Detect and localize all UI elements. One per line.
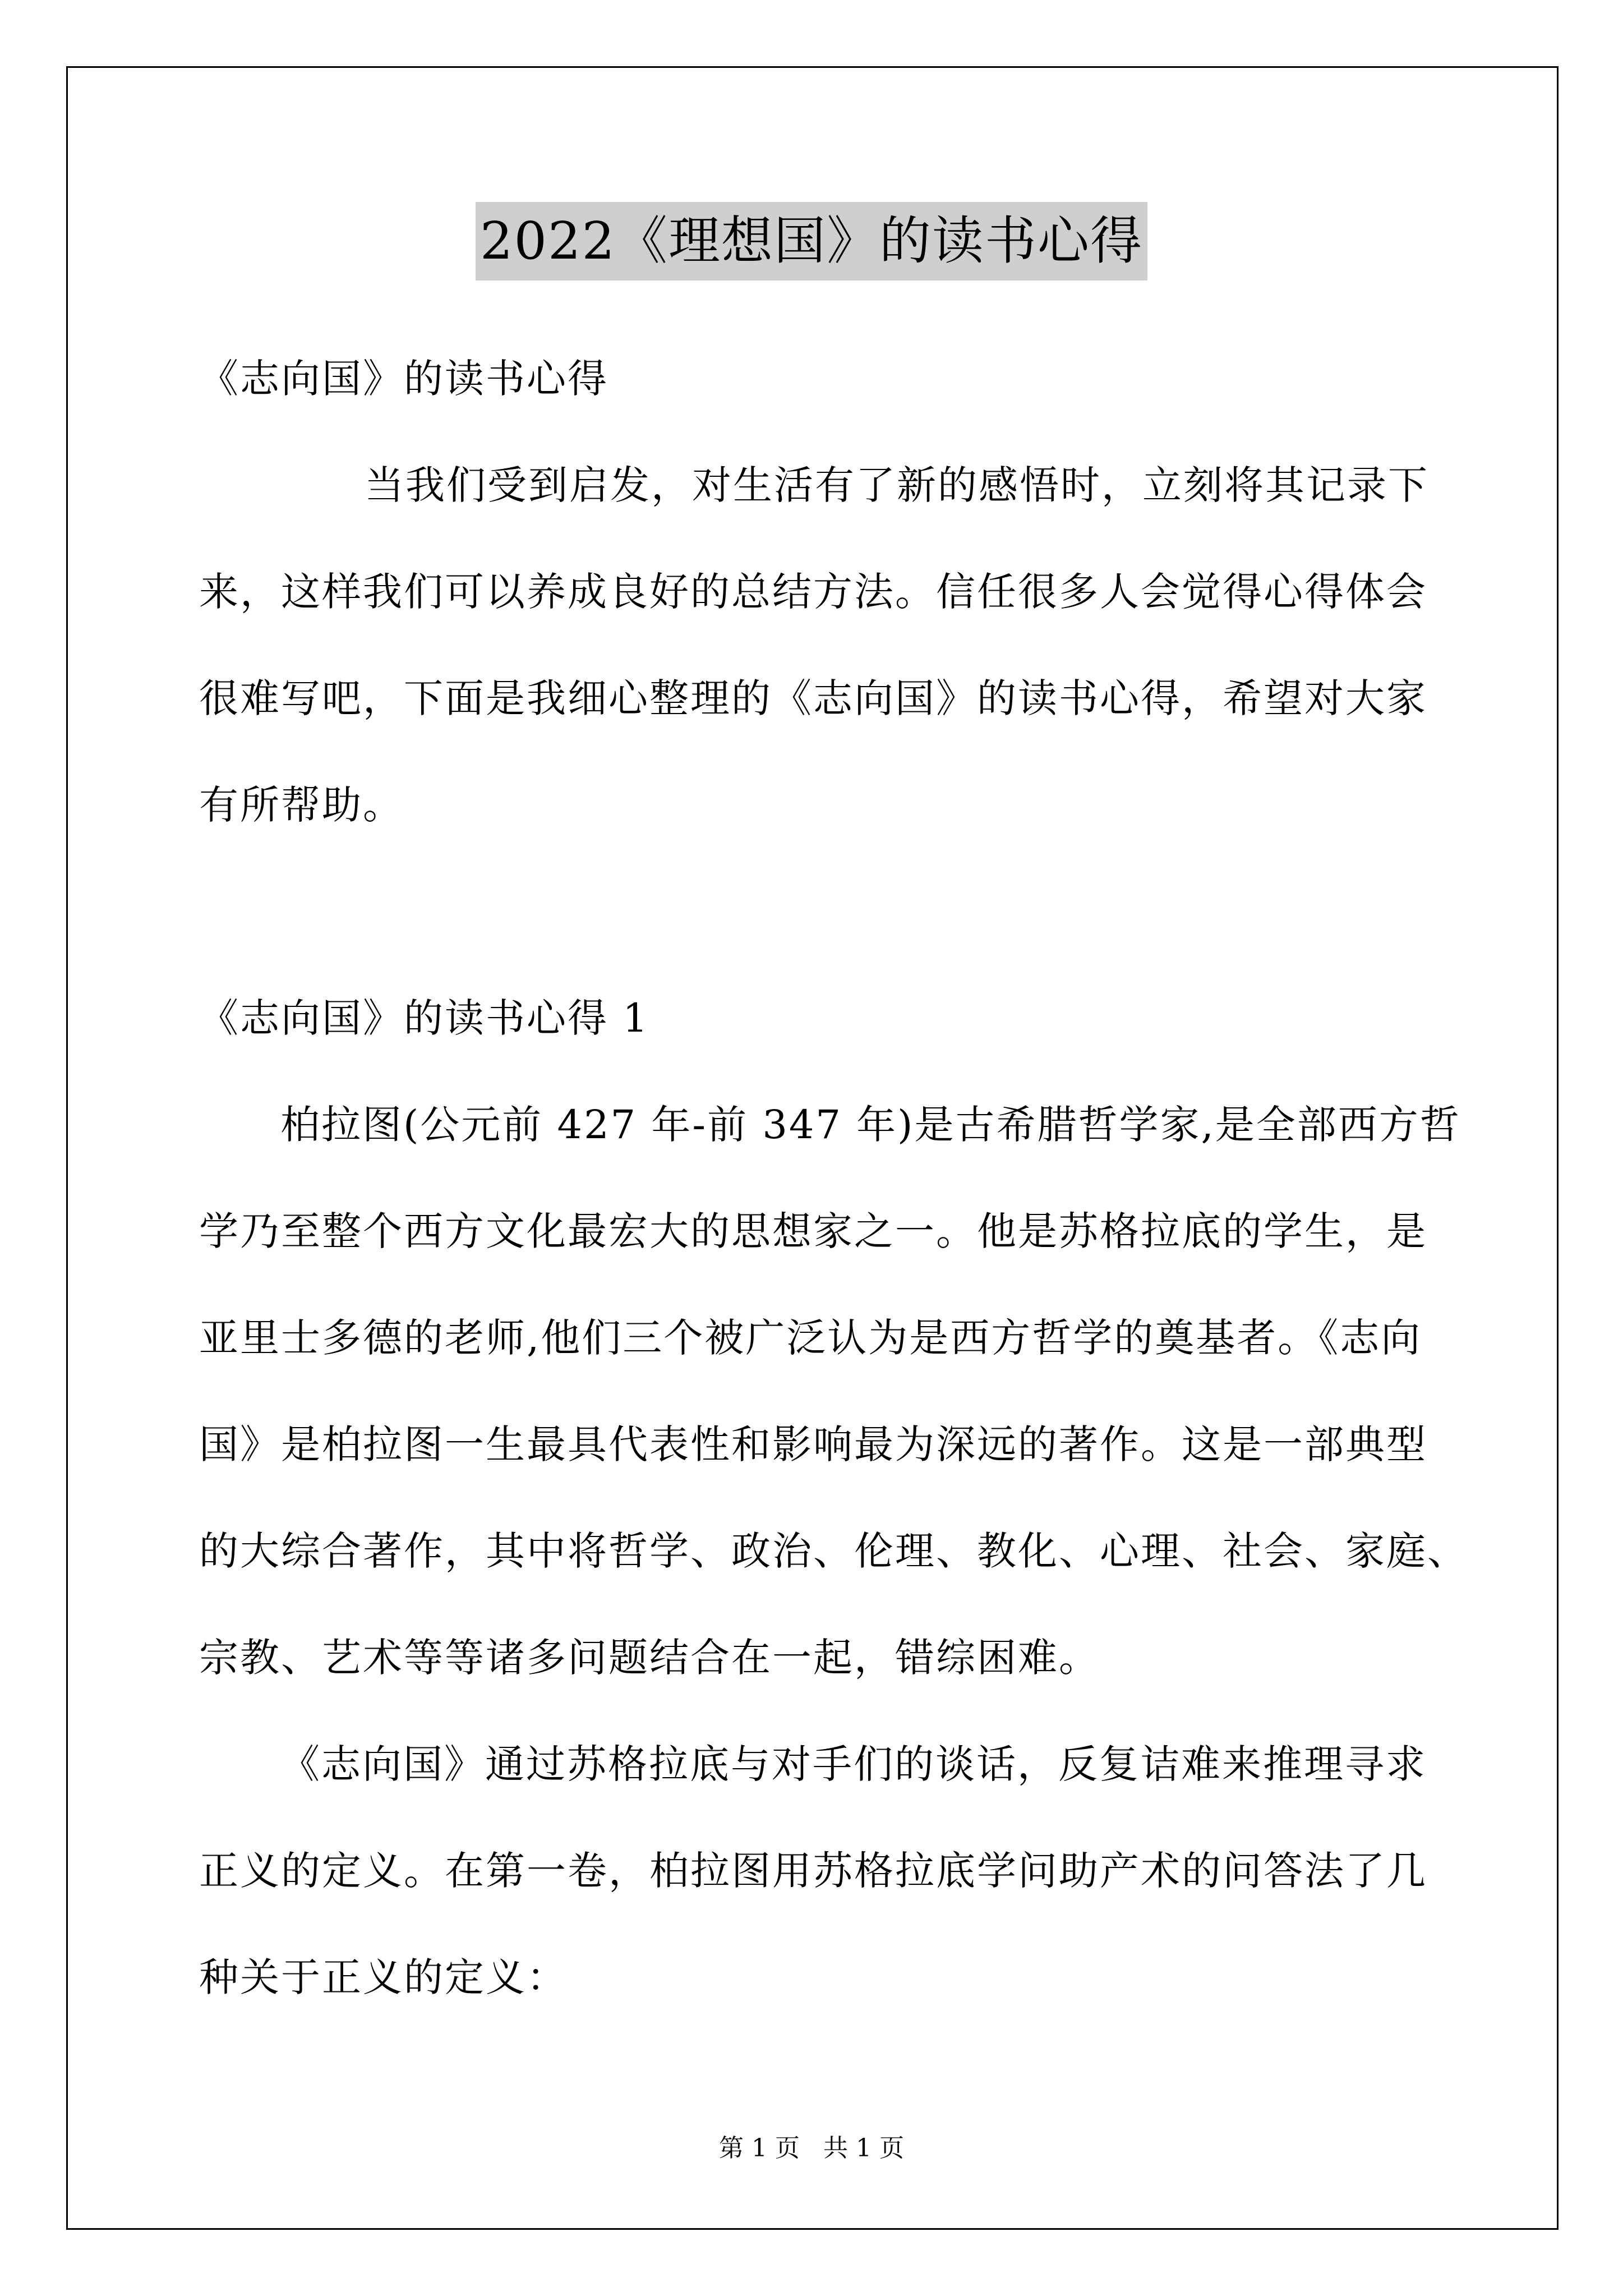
paragraph-line: 种关于正义的定义： — [199, 1954, 568, 2000]
paragraph-line: 学乃至整个西方文化最宏大的思想家之一。他是苏格拉底的学生，是 — [199, 1208, 1427, 1254]
document-title: 2022《理想国》的读书心得 — [476, 202, 1147, 280]
intro-heading: 《志向国》的读书心得 — [199, 356, 608, 402]
paragraph-line: 国》是柏拉图一生最具代表性和影响最为深远的著作。这是一部典型 — [199, 1421, 1427, 1467]
paragraph-line: 柏拉图(公元前 427 年-前 347 年)是古希腊哲学家,是全部西方哲 — [280, 1102, 1461, 1148]
page-footer — [0, 2132, 1623, 2165]
intro-line: 来，这样我们可以养成良好的总结方法。信任很多人会觉得心得体会 — [199, 569, 1427, 615]
paragraph-line: 正义的定义。在第一卷，柏拉图用苏格拉底学问助产术的问答法了几 — [199, 1848, 1427, 1894]
intro-line: 有所帮助。 — [199, 782, 404, 828]
intro-line: 很难写吧，下面是我细心整理的《志向国》的读书心得，希望对大家 — [199, 675, 1427, 721]
paragraph-line: 《志向国》通过苏格拉底与对手们的谈话，反复诘难来推理寻求 — [280, 1741, 1427, 1787]
paragraph-line: 宗教、艺术等等诸多问题结合在一起，错综困难。 — [199, 1635, 1100, 1681]
paragraph-line: 亚里士多德的老师,他们三个被广泛认为是西方哲学的奠基者。《志向 — [199, 1315, 1422, 1361]
page-total: 共 1 页 — [823, 2134, 904, 2162]
title-wrap — [0, 202, 1623, 280]
intro-line: 当我们受到启发，对生活有了新的感悟时，立刻将其记录下 — [365, 462, 1429, 508]
page-number: 第 1 页 — [719, 2134, 800, 2162]
section-heading: 《志向国》的读书心得 1 — [199, 995, 649, 1041]
paragraph-line: 的大综合著作，其中将哲学、政治、伦理、教化、心理、社会、家庭、 — [199, 1528, 1468, 1574]
